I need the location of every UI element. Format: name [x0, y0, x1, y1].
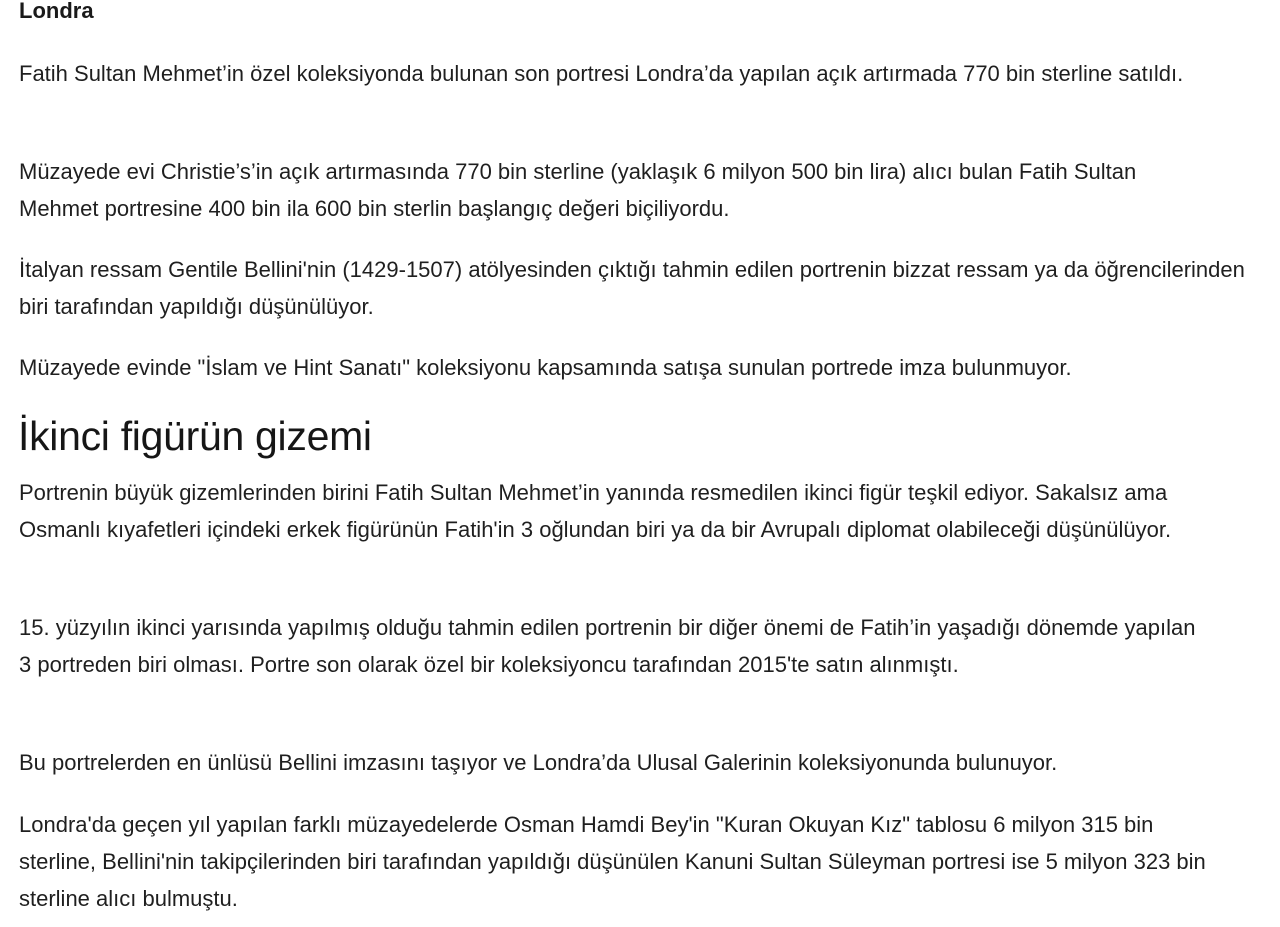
dateline-location: Londra [19, 0, 94, 23]
paragraph-portrait-importance: 15. yüzyılın ikinci yarısında yapılmış olduğu tahmin edilen portrenin bir diğer önemi de Fatih’in yaşadığı dönemde yapılan 3 portreden biri olması. Portre son olarak özel bir koleksiyoncu tarafından 2015'te satın alınmıştı. [19, 615, 1196, 677]
paragraph-national-gallery: Bu portrelerden en ünlüsü Bellini imzasını taşıyor ve Londra’da Ulusal Galerinin koleksiyonunda bulunuyor. [19, 750, 1058, 775]
paragraph-auction-price: Müzayede evi Christie’s’in açık artırmasında 770 bin sterline (yaklaşık 6 milyon 500 bin lira) alıcı bulan Fatih Sultan Mehmet portresine 400 bin ila 600 bin sterlin başlangıç değeri biçiliyordu. [19, 159, 1137, 221]
paragraph-no-signature: Müzayede evinde "İslam ve Hint Sanatı" koleksiyonu kapsamında satışa sunulan portrede imza bulunmuyor. [19, 355, 1072, 380]
paragraph-second-figure: Portrenin büyük gizemlerinden birini Fatih Sultan Mehmet’in yanında resmedilen ikinci figür teşkil ediyor. Sakalsız ama Osmanlı kıyafetleri içindeki erkek figürünün Fatih'in 3 oğlundan biri ya da bir Avrupalı diplomat olabileceği düşünülüyor. [19, 480, 1172, 542]
paragraph-previous-auctions: Londra'da geçen yıl yapılan farklı müzayedelerde Osman Hamdi Bey'in "Kuran Okuyan Kız" tablosu 6 milyon 315 bin sterline, Bellini'nin takipçilerinden biri tarafından yapıldığı düşünülen Kanuni Sultan Süleyman portresi ise 5 milyon 323 bin sterline alıcı bulmuştu. [19, 812, 1206, 911]
paragraph-painter-attribution: İtalyan ressam Gentile Bellini'nin (1429-1507) atölyesinden çıktığı tahmin edilen portrenin bizzat ressam ya da öğrencilerinden biri tarafından yapıldığı düşünülüyor. [19, 257, 1245, 319]
paragraph-sale-summary: Fatih Sultan Mehmet’in özel koleksiyonda bulunan son portresi Londra’da yapılan açık artırmada 770 bin sterline satıldı. [19, 61, 1184, 86]
section-heading: İkinci figürün gizemi [18, 413, 372, 459]
